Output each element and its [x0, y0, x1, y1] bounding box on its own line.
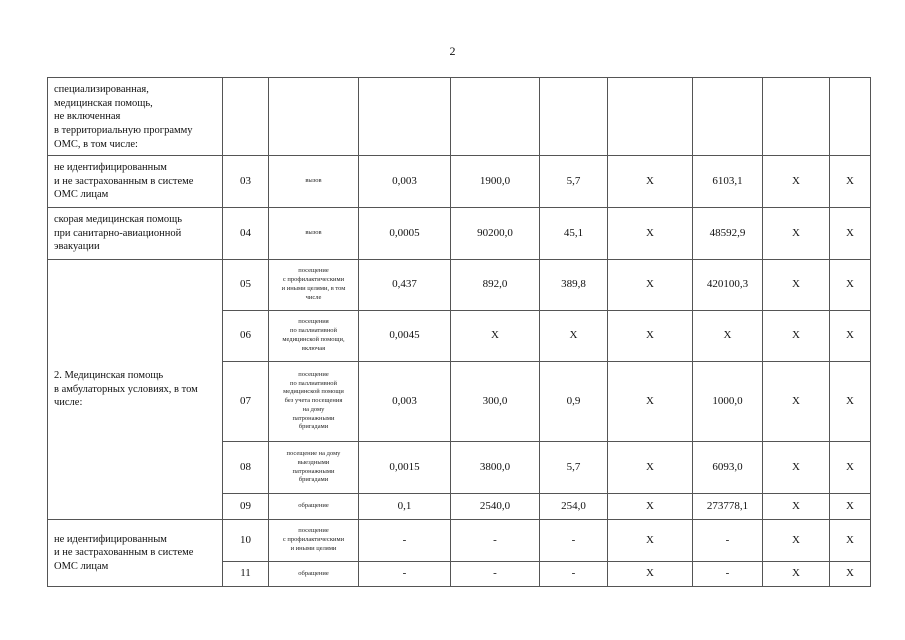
cell: 5,7 — [540, 156, 608, 208]
cell: 0,0005 — [359, 208, 451, 260]
row-code: 07 — [223, 362, 269, 442]
cell: Х — [763, 260, 830, 311]
row-unit — [269, 78, 359, 156]
row-unit: вызов — [269, 208, 359, 260]
cell: Х — [763, 362, 830, 442]
cell: Х — [608, 156, 693, 208]
cell — [693, 78, 763, 156]
cell: Х — [451, 311, 540, 362]
cell: 0,0015 — [359, 442, 451, 494]
cell: 6103,1 — [693, 156, 763, 208]
cell: Х — [608, 494, 693, 520]
cell: 0,437 — [359, 260, 451, 311]
cell: Х — [830, 362, 871, 442]
cell: 1900,0 — [451, 156, 540, 208]
cell: - — [540, 562, 608, 587]
cell: Х — [763, 562, 830, 587]
cell: 0,9 — [540, 362, 608, 442]
table-row — [48, 520, 871, 562]
cell: 5,7 — [540, 442, 608, 494]
cell — [608, 78, 693, 156]
row-code: 11 — [223, 562, 269, 587]
cell: 0,1 — [359, 494, 451, 520]
cell: Х — [763, 442, 830, 494]
cell: Х — [830, 562, 871, 587]
cell — [359, 78, 451, 156]
cell: Х — [830, 311, 871, 362]
cell: 273778,1 — [693, 494, 763, 520]
cell: - — [359, 520, 451, 562]
cell: 254,0 — [540, 494, 608, 520]
cell: 389,8 — [540, 260, 608, 311]
cell: 90200,0 — [451, 208, 540, 260]
cell: Х — [763, 520, 830, 562]
cell: Х — [763, 494, 830, 520]
row-code: 10 — [223, 520, 269, 562]
cell: 48592,9 — [693, 208, 763, 260]
cell: Х — [608, 520, 693, 562]
cell: 0,003 — [359, 362, 451, 442]
row-code — [223, 78, 269, 156]
cell: Х — [540, 311, 608, 362]
row-code: 09 — [223, 494, 269, 520]
cell: Х — [763, 208, 830, 260]
table-row — [48, 260, 871, 311]
table-row — [48, 208, 871, 260]
row-code: 03 — [223, 156, 269, 208]
cell: 45,1 — [540, 208, 608, 260]
row-name: не идентифицированным и не застрахованным в системе ОМС лицам — [48, 520, 223, 587]
cell: 6093,0 — [693, 442, 763, 494]
row-code: 08 — [223, 442, 269, 494]
cell: 0,0045 — [359, 311, 451, 362]
cell: 0,003 — [359, 156, 451, 208]
cell: Х — [830, 494, 871, 520]
row-name: не идентифицированным и не застрахованным в системе ОМС лицам — [48, 156, 223, 208]
cell: - — [540, 520, 608, 562]
cell: Х — [608, 260, 693, 311]
row-code: 06 — [223, 311, 269, 362]
cell: Х — [608, 442, 693, 494]
row-name: специализированная, медицинская помощь, не включенная в территориальную программу ОМС, в том числе: — [48, 78, 223, 156]
cell: Х — [830, 442, 871, 494]
cell: Х — [608, 208, 693, 260]
cell: 300,0 — [451, 362, 540, 442]
row-code: 04 — [223, 208, 269, 260]
cell — [451, 78, 540, 156]
cell — [540, 78, 608, 156]
cell: Х — [608, 311, 693, 362]
cell — [830, 78, 871, 156]
cell: 1000,0 — [693, 362, 763, 442]
row-unit: посещение с профилактическими и иными целями, в том числе — [269, 260, 359, 311]
row-name: скорая медицинская помощь при санитарно-авиационной эвакуации — [48, 208, 223, 260]
cell — [763, 78, 830, 156]
cell: 2540,0 — [451, 494, 540, 520]
row-unit: посещение по паллиативной медицинской помощи без учета посещения на дому патронажными бригадами — [269, 362, 359, 442]
cell: Х — [830, 156, 871, 208]
cell: - — [451, 520, 540, 562]
cell: Х — [763, 156, 830, 208]
row-name: 2. Медицинская помощь в амбулаторных условиях, в том числе: — [48, 260, 223, 520]
row-code: 05 — [223, 260, 269, 311]
row-unit: посещение с профилактическими и иными целями — [269, 520, 359, 562]
cell: 420100,3 — [693, 260, 763, 311]
cell: Х — [608, 562, 693, 587]
row-unit: обращение — [269, 494, 359, 520]
cell: Х — [830, 208, 871, 260]
cell: 892,0 — [451, 260, 540, 311]
cell: - — [693, 562, 763, 587]
page-number: 2 — [449, 44, 456, 58]
cell: Х — [608, 362, 693, 442]
cell: - — [693, 520, 763, 562]
cell: Х — [830, 520, 871, 562]
table-row — [48, 156, 871, 208]
cell: - — [359, 562, 451, 587]
cell: Х — [693, 311, 763, 362]
data-table — [47, 77, 871, 587]
table-row — [48, 78, 871, 156]
row-unit: вызов — [269, 156, 359, 208]
row-unit: посещения по паллиативной медицинской помощи, включая — [269, 311, 359, 362]
row-unit: посещение на дому выездными патронажными бригадами — [269, 442, 359, 494]
cell: - — [451, 562, 540, 587]
cell: Х — [763, 311, 830, 362]
row-unit: обращение — [269, 562, 359, 587]
cell: 3800,0 — [451, 442, 540, 494]
cell: Х — [830, 260, 871, 311]
